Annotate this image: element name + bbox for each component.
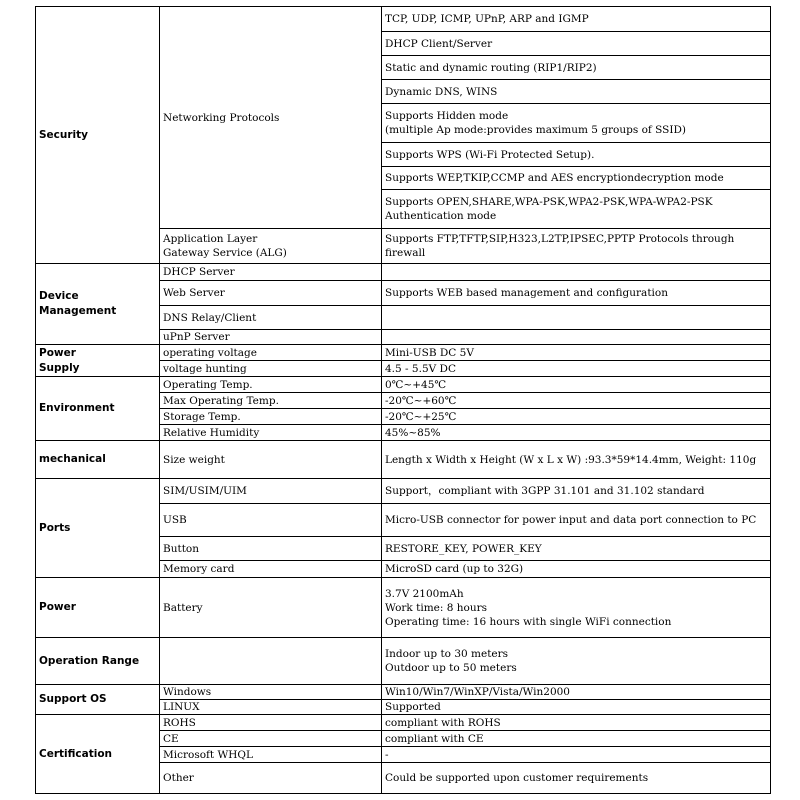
- category-operation-range: Operation Range: [36, 638, 160, 685]
- spec-label: Other: [160, 763, 382, 794]
- category-power-supply: Power Supply: [36, 345, 160, 377]
- spec-label: Relative Humidity: [160, 425, 382, 441]
- table-row: [36, 479, 771, 504]
- protocol-item: Dynamic DNS, WINS: [382, 80, 771, 104]
- spec-label: Windows: [160, 685, 382, 700]
- spec-label: USB: [160, 504, 382, 537]
- spec-value: 45%~85%: [382, 425, 771, 441]
- table-row: [36, 264, 771, 281]
- protocol-item: DHCP Client/Server: [382, 32, 771, 56]
- spec-label: Battery: [160, 578, 382, 638]
- table-row: [36, 441, 771, 479]
- spec-value: compliant with ROHS: [382, 715, 771, 731]
- spec-label: operating voltage: [160, 345, 382, 361]
- protocol-item: Static and dynamic routing (RIP1/RIP2): [382, 56, 771, 80]
- spec-value: Micro-USB connector for power input and data port connection to PC: [382, 504, 771, 537]
- spec-label: CE: [160, 731, 382, 747]
- spec-label: ROHS: [160, 715, 382, 731]
- table-row: [36, 377, 771, 393]
- table-row: [36, 345, 771, 361]
- spec-value: -20℃~+25℃: [382, 409, 771, 425]
- spec-value: Support，compliant with 3GPP 31.101 and 31.102 standard: [382, 479, 771, 504]
- protocol-item: Supports WPS (Wi-Fi Protected Setup).: [382, 143, 771, 167]
- table-row: [36, 578, 771, 638]
- spec-value: compliant with CE: [382, 731, 771, 747]
- spec-label: LINUX: [160, 700, 382, 715]
- spec-value: Could be supported upon customer requirements: [382, 763, 771, 794]
- spec-label: voltage hunting: [160, 361, 382, 377]
- spec-value: Win10/Win7/WinXP/Vista/Win2000: [382, 685, 771, 700]
- table-row: [36, 638, 771, 685]
- protocol-item: TCP, UDP, ICMP, UPnP, ARP and IGMP: [382, 7, 771, 32]
- spec-value: 0℃~+45℃: [382, 377, 771, 393]
- spec-value: [382, 330, 771, 345]
- spec-label: Size weight: [160, 441, 382, 479]
- category-environment: Environment: [36, 377, 160, 441]
- protocol-item: Supports Hidden mode (multiple Ap mode:provides maximum 5 groups of SSID): [382, 104, 771, 143]
- table-row: [36, 715, 771, 731]
- spec-value: -20℃~+60℃: [382, 393, 771, 409]
- category-ports: Ports: [36, 479, 160, 578]
- category-device-management: Device Management: [36, 264, 160, 345]
- spec-value: Length x Width x Height (W x L x W) :93.3*59*14.4mm, Weight: 110g: [382, 441, 771, 479]
- category-certification: Certification: [36, 715, 160, 794]
- spec-value: MicroSD card (up to 32G): [382, 561, 771, 578]
- alg-label: Application Layer Gateway Service (ALG): [160, 229, 382, 264]
- table-row: [36, 7, 771, 32]
- spec-label: Storage Temp.: [160, 409, 382, 425]
- spec-table: [35, 6, 771, 794]
- spec-label: Microsoft WHQL: [160, 747, 382, 763]
- protocol-item: Supports OPEN,SHARE,WPA-PSK,WPA2-PSK,WPA-WPA2-PSK Authentication mode: [382, 190, 771, 229]
- spec-value: Supports WEB based management and configuration: [382, 281, 771, 306]
- networking-protocols-label: Networking Protocols: [160, 7, 382, 229]
- protocol-item: Supports WEP,TKIP,CCMP and AES encryptiondecryption mode: [382, 167, 771, 190]
- spec-label: Memory card: [160, 561, 382, 578]
- spec-value: [382, 306, 771, 330]
- spec-value: [382, 264, 771, 281]
- spec-value: Indoor up to 30 meters Outdoor up to 50 meters: [382, 638, 771, 685]
- spec-label: [160, 638, 382, 685]
- spec-label: Button: [160, 537, 382, 561]
- spec-label: DHCP Server: [160, 264, 382, 281]
- spec-value: 3.7V 2100mAh Work time: 8 hours Operating time: 16 hours with single WiFi connection: [382, 578, 771, 638]
- spec-label: SIM/USIM/UIM: [160, 479, 382, 504]
- spec-label: DNS Relay/Client: [160, 306, 382, 330]
- spec-label: uPnP Server: [160, 330, 382, 345]
- category-security: Security: [36, 7, 160, 264]
- spec-label: Web Server: [160, 281, 382, 306]
- table-row: [36, 685, 771, 700]
- alg-value: Supports FTP,TFTP,SIP,H323,L2TP,IPSEC,PPTP Protocols through firewall: [382, 229, 771, 264]
- spec-value: RESTORE_KEY, POWER_KEY: [382, 537, 771, 561]
- spec-value: -: [382, 747, 771, 763]
- spec-label: Operating Temp.: [160, 377, 382, 393]
- spec-value: Supported: [382, 700, 771, 715]
- category-mechanical: mechanical: [36, 441, 160, 479]
- category-power: Power: [36, 578, 160, 638]
- category-support-os: Support OS: [36, 685, 160, 715]
- spec-value: Mini-USB DC 5V: [382, 345, 771, 361]
- spec-value: 4.5 - 5.5V DC: [382, 361, 771, 377]
- spec-label: Max Operating Temp.: [160, 393, 382, 409]
